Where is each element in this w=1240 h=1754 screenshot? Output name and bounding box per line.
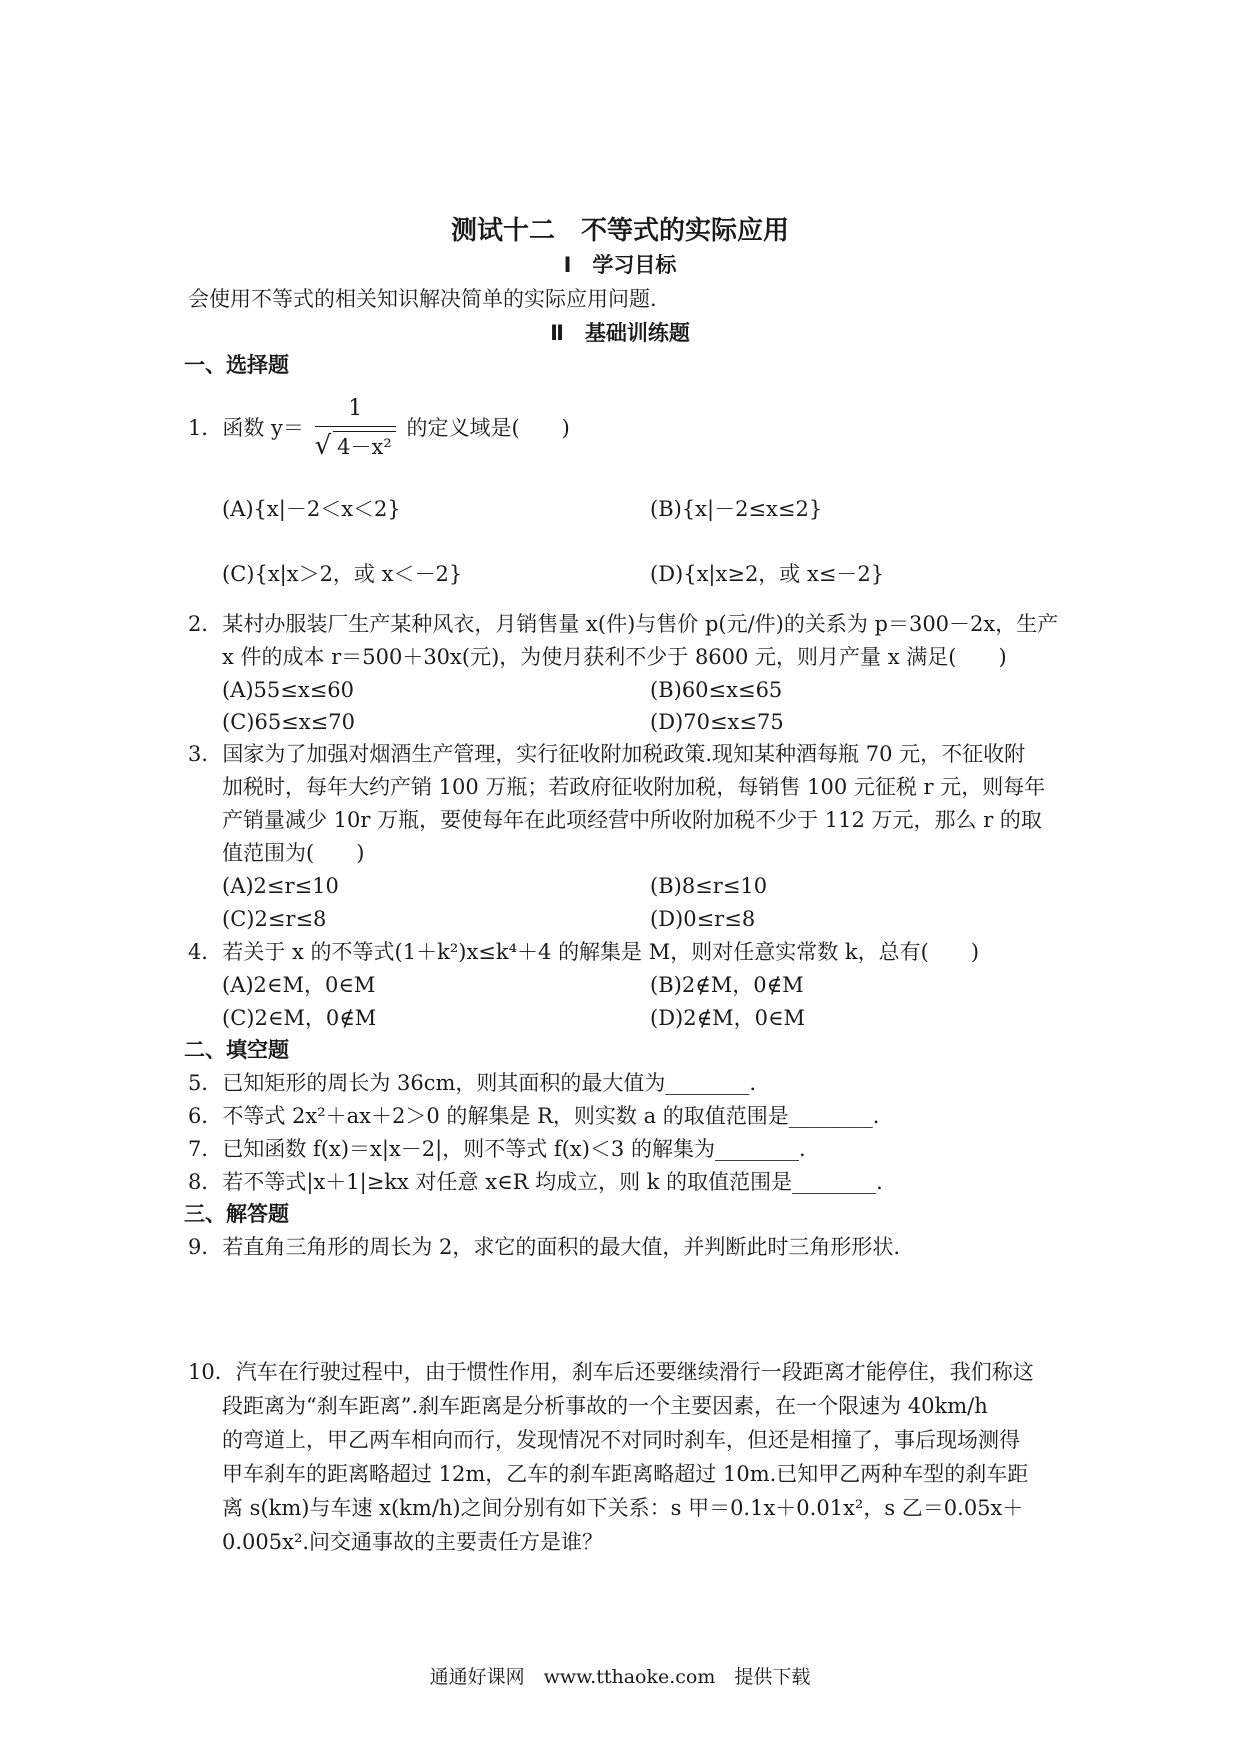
- question-10-line-3: 的弯道上，甲乙两车相向而行，发现情况不对同时刹车，但还是相撞了，事后现场测得: [222, 1428, 1020, 1452]
- question-4-line-1: 4．若关于 x 的不等式(1＋k²)x≤k⁴＋4 的解集是 M，则对任意实常数 k，总有( ): [188, 940, 980, 964]
- question-10-line-5: 离 s(km)与车速 x(km/h)之间分别有如下关系：s 甲＝0.1x＋0.01x²，s 乙＝0.05x＋: [222, 1496, 1024, 1520]
- q1-denominator: √ 4－x²: [315, 427, 396, 462]
- part-heading-answer: 三、解答题: [184, 1202, 289, 1226]
- question-1: [188, 394, 570, 464]
- question-10-line-1: 10．汽车在行驶过程中，由于惯性作用，刹车后还要继续滑行一段距离才能停住，我们称这: [188, 1360, 1034, 1384]
- question-2-line-2: x 件的成本 r＝500＋30x(元)，为使月获利不少于 8600 元，则月产量 x 满足( ): [222, 645, 1007, 669]
- question-9: 9．若直角三角形的周长为 2，求它的面积的最大值，并判断此时三角形形状.: [188, 1235, 901, 1259]
- q1-option-c: (C){x|x＞2，或 x＜－2}: [222, 562, 463, 586]
- objectives-text: 会使用不等式的相关知识解决简单的实际应用问题.: [188, 287, 657, 311]
- q4-option-b: (B)2∉M，0∉M: [650, 973, 804, 997]
- question-3-line-4: 值范围为( ): [222, 841, 365, 865]
- q3-option-c: (C)2≤r≤8: [222, 907, 327, 931]
- question-10-line-6: 0.005x².问交通事故的主要责任方是谁？: [222, 1530, 604, 1554]
- q3-option-a: (A)2≤r≤10: [222, 874, 339, 898]
- question-3-line-1: 3．国家为了加强对烟酒生产管理，实行征收附加税政策.现知某种酒每瓶 70 元，不征收附: [188, 742, 1026, 766]
- question-10-line-4: 甲车刹车的距离略超过 12m，乙车的刹车距离略超过 10m.已知甲乙两种车型的刹车距: [222, 1462, 1029, 1486]
- page-title: 测试十二 不等式的实际应用: [450, 216, 789, 246]
- q2-option-c: (C)65≤x≤70: [222, 710, 355, 734]
- q2-option-d: (D)70≤x≤75: [650, 710, 784, 734]
- part-heading-choice: 一、选择题: [184, 353, 289, 377]
- question-7: 7．已知函数 f(x)＝x|x－2|，则不等式 f(x)＜3 的解集为________.: [188, 1137, 806, 1161]
- question-5: 5．已知矩形的周长为 36cm，则其面积的最大值为________.: [188, 1071, 757, 1095]
- question-3-line-2: 加税时，每年大约产销 100 万瓶；若政府征收附加税，每销售 100 元征税 r 元，则每年: [222, 775, 1046, 799]
- q4-option-d: (D)2∉M，0∈M: [650, 1006, 806, 1030]
- q1-suffix: 的定义域是( ): [406, 416, 570, 440]
- q1-prefix: 1．函数 y＝: [188, 416, 304, 440]
- q3-option-b: (B)8≤r≤10: [650, 874, 768, 898]
- q4-option-c: (C)2∈M，0∉M: [222, 1006, 377, 1030]
- q3-option-d: (D)0≤r≤8: [650, 907, 756, 931]
- q4-option-a: (A)2∈M，0∈M: [222, 973, 376, 997]
- part-heading-fill: 二、填空题: [184, 1038, 289, 1062]
- q2-option-a: (A)55≤x≤60: [222, 678, 355, 702]
- q1-fraction: [315, 394, 396, 462]
- question-10-line-2: 段距离为“刹车距离”.刹车距离是分析事故的一个主要因素，在一个限速为 40km/h: [222, 1394, 988, 1418]
- question-3-line-3: 产销量减少 10r 万瓶，要使每年在此项经营中所收附加税不少于 112 万元，那么 r 的取: [222, 808, 1042, 832]
- question-8: 8．若不等式|x＋1|≥kx 对任意 x∈R 均成立，则 k 的取值范围是________.: [188, 1170, 883, 1194]
- page-footer: 通通好课网 www.tthaoke.com 提供下载: [429, 1666, 811, 1688]
- q1-numerator: 1: [315, 394, 396, 427]
- section-heading-basic-training: Ⅱ 基础训练题: [550, 321, 690, 345]
- q1-option-b: (B){x|－2≤x≤2}: [650, 497, 823, 521]
- q2-option-b: (B)60≤x≤65: [650, 678, 783, 702]
- question-2-line-1: 2．某村办服装厂生产某种风衣，月销售量 x(件)与售价 p(元/件)的关系为 p＝300－2x，生产: [188, 612, 1059, 636]
- section-heading-objectives: Ⅰ 学习目标: [563, 253, 677, 277]
- q1-option-a: (A){x|－2＜x＜2}: [222, 497, 401, 521]
- q1-option-d: (D){x|x≥2，或 x≤－2}: [650, 562, 885, 586]
- question-6: 6．不等式 2x²＋ax＋2＞0 的解集是 R，则实数 a 的取值范围是________.: [188, 1104, 880, 1128]
